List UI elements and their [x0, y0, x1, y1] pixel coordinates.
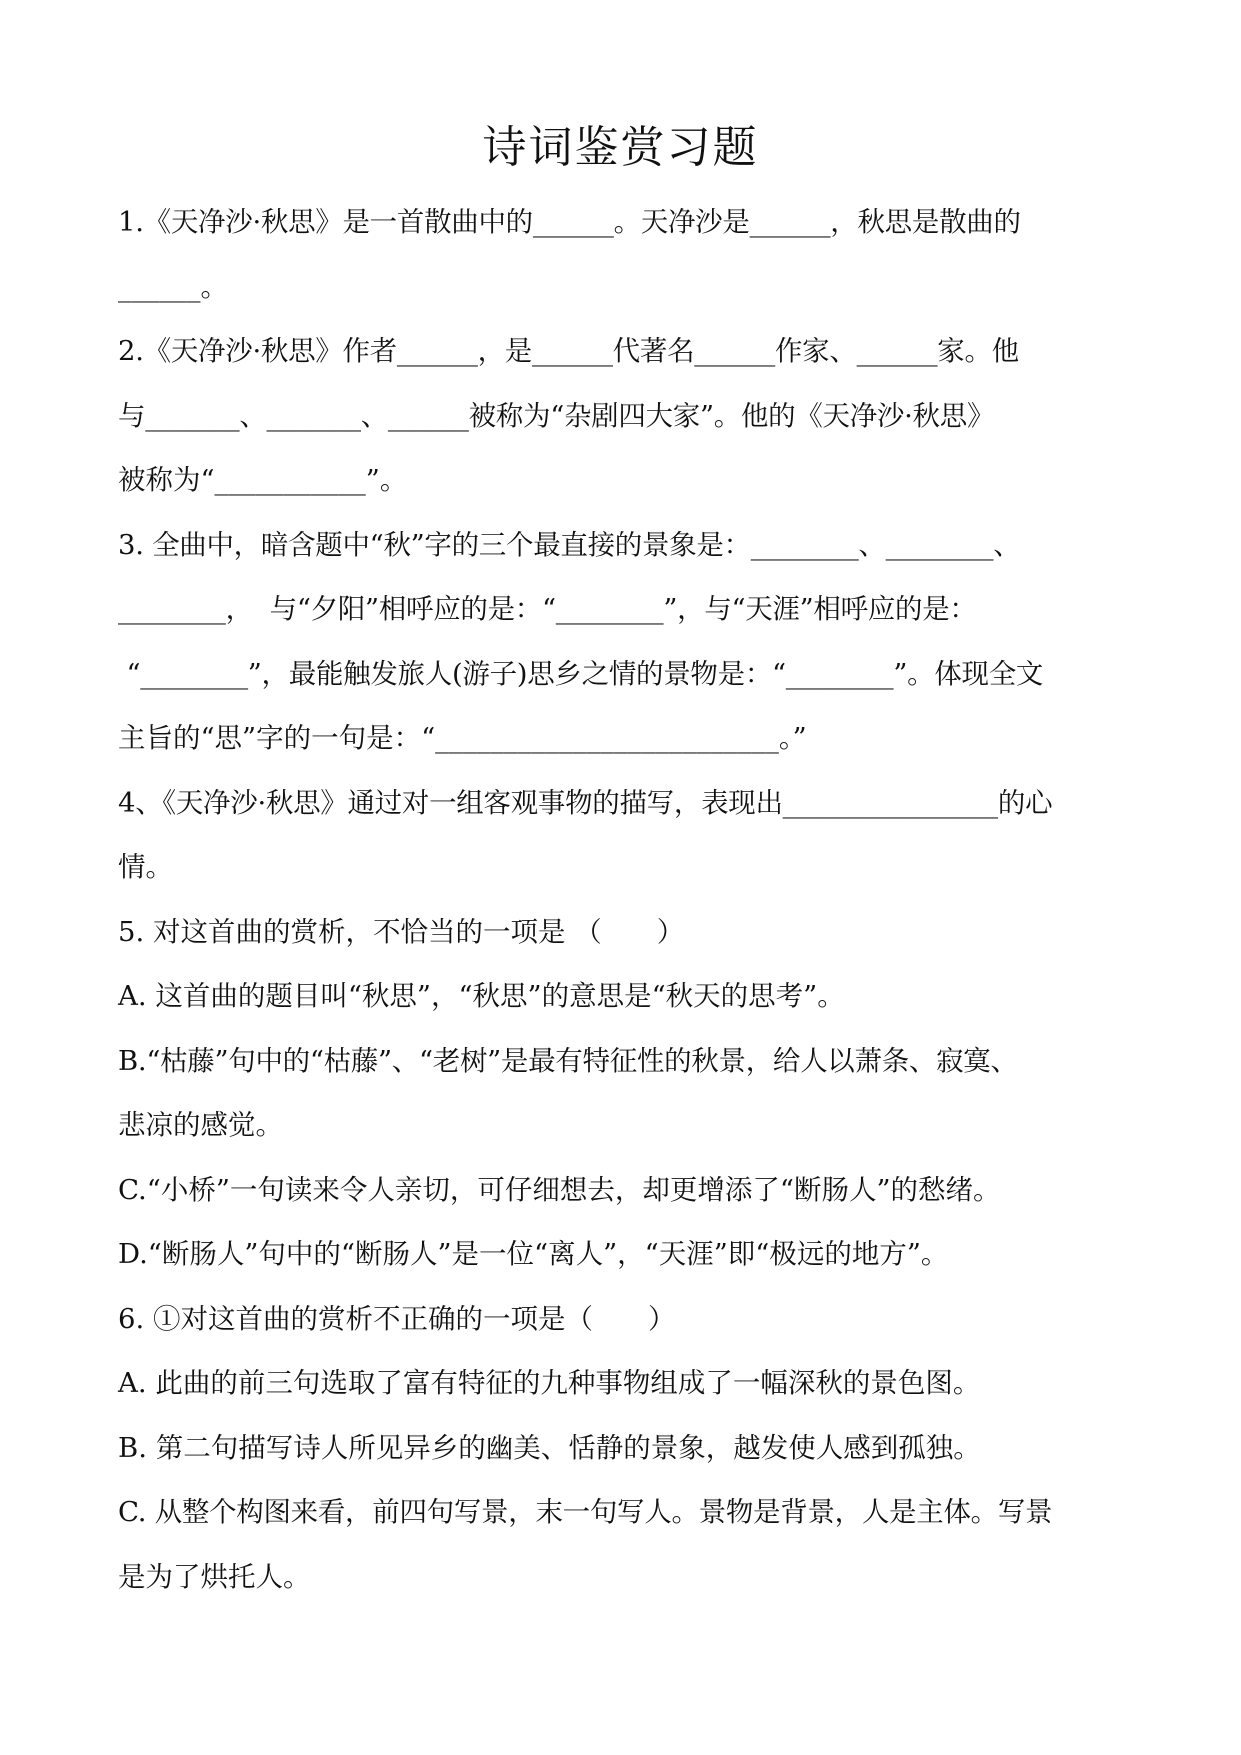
q6-option-a: A. 此曲的前三句选取了富有特征的九种事物组成了一幅深秋的景色图。 [118, 1367, 981, 1399]
q5-option-b-line-2: 悲凉的感觉。 [118, 1109, 283, 1141]
q5-option-c: C.“小桥”一句读来令人亲切，可仔细想去，却更增添了“断肠人”的愁绪。 [118, 1173, 1001, 1206]
q2-line-1: 2.《天净沙·秋思》作者______，是______代著名______作家、______家。他 [118, 335, 1019, 367]
q6-stem: 6. ①对这首曲的赏析不正确的一项是（ ） [118, 1302, 676, 1335]
q1-line-1: 1.《天净沙·秋思》是一首散曲中的______。天净沙是______，秋思是散曲的 [118, 206, 1021, 238]
q2-line-3: 被称为“___________”。 [118, 464, 408, 496]
q3-line-3: “________”，最能触发旅人(游子)思乡之情的景物是：“________”。体现全文 [118, 657, 1044, 690]
q2-line-2: 与_______、_______、______被称为“杂剧四大家”。他的《天净沙·秋思》 [118, 399, 995, 432]
q4-line-1: 4、《天净沙·秋思》通过对一组客观事物的描写，表现出________________的心 [118, 786, 1053, 819]
q6-option-b: B. 第二句描写诗人所见异乡的幽美、恬静的景象，越发使人感到孤独。 [118, 1431, 981, 1464]
q5-option-b-line-1: B.“枯藤”句中的“枯藤”、“老树”是最有特征性的秋景，给人以萧条、寂寞、 [118, 1044, 1018, 1077]
q5-option-a: A. 这首曲的题目叫“秋思”，“秋思”的意思是“秋天的思考”。 [118, 980, 845, 1012]
q1-line-2: ______。 [118, 270, 228, 303]
q3-line-2: ________， 与“夕阳”相呼应的是：“________”，与“天涯”相呼应的是： [118, 593, 977, 625]
q3-line-1: 3. 全曲中，暗含题中“秋”字的三个最直接的景象是：________、________、 [118, 528, 1021, 561]
q3-line-4: 主旨的“思”字的一句是：“_________________________。” [118, 722, 807, 754]
q5-stem: 5. 对这首曲的赏析，不恰当的一项是 （ ） [118, 915, 685, 948]
q6-option-c-line-1: C. 从整个构图来看，前四句写景，末一句写人。景物是背景，人是主体。写景 [118, 1496, 1053, 1528]
page-title: 诗词鉴赏习题 [482, 122, 759, 173]
question-body [118, 190, 1128, 1609]
q6-option-c-line-2: 是为了烘托人。 [118, 1560, 311, 1593]
q5-option-d: D.“断肠人”句中的“断肠人”是一位“离人”，“天涯”即“极远的地方”。 [118, 1238, 949, 1270]
q4-line-2: 情。 [118, 851, 173, 883]
